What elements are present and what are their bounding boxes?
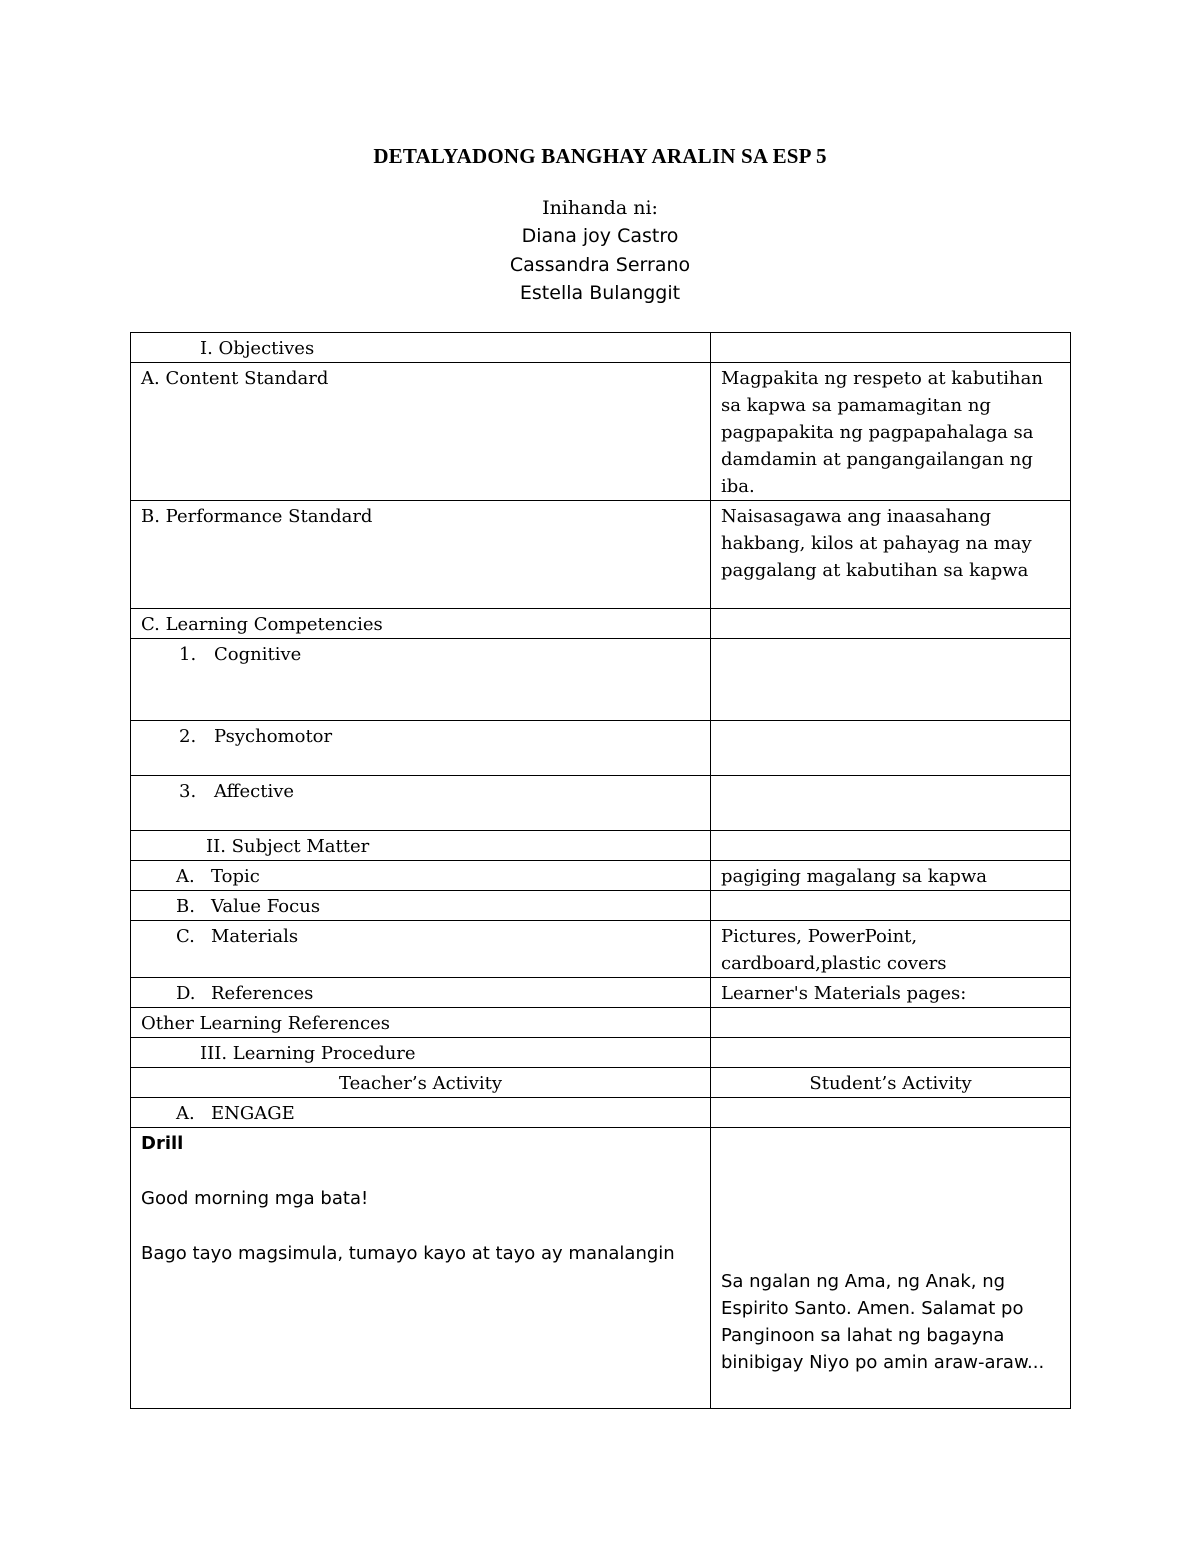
list-number: 1.	[179, 644, 197, 665]
other-references-label: Other Learning References	[131, 1008, 711, 1038]
table-row	[131, 1068, 1071, 1098]
table-row	[131, 921, 1071, 978]
value-focus-value	[711, 891, 1071, 921]
drill-greeting: Good morning mga bata!	[141, 1188, 369, 1209]
lesson-plan-table	[130, 332, 1071, 1409]
engage-label	[131, 1098, 711, 1128]
empty-cell	[711, 776, 1071, 831]
table-row	[131, 363, 1071, 501]
table-row	[131, 639, 1071, 721]
table-row	[131, 1038, 1071, 1068]
subject-item-label: References	[211, 983, 314, 1004]
list-number: A.	[176, 866, 195, 887]
content-standard-label: A. Content Standard	[131, 363, 711, 501]
performance-standard-value: Naisasagawa ang inaasahang hakbang, kilos at pahayag na may paggalang at kabutihan sa kapwa	[711, 501, 1071, 609]
drill-student-cell	[711, 1128, 1071, 1409]
subject-matter-heading: II. Subject Matter	[131, 831, 711, 861]
competency-psychomotor	[131, 721, 711, 776]
topic-value: pagiging magalang sa kapwa	[711, 861, 1071, 891]
empty-cell	[711, 1098, 1071, 1128]
references-value: Learner's Materials pages:	[711, 978, 1071, 1008]
empty-cell	[711, 609, 1071, 639]
empty-cell	[711, 721, 1071, 776]
document-title: DETALYADONG BANGHAY ARALIN SA ESP 5	[373, 144, 827, 168]
table-row	[131, 1128, 1071, 1409]
engage-text: ENGAGE	[211, 1103, 295, 1124]
table-row	[131, 609, 1071, 639]
teacher-activity-header: Teacher’s Activity	[131, 1068, 711, 1098]
content-standard-value: Magpakita ng respeto at kabutihan sa kapwa sa pamamagitan ng pagpapakita ng pagpapahalaga sa damdamin at pangangailangan ng iba.	[711, 363, 1071, 501]
empty-cell	[711, 1038, 1071, 1068]
table-row	[131, 978, 1071, 1008]
table-row	[131, 501, 1071, 609]
author-name: Estella Bulanggit	[519, 282, 681, 304]
table-row	[131, 776, 1071, 831]
student-activity-header: Student’s Activity	[711, 1068, 1071, 1098]
competency-label: Cognitive	[214, 644, 302, 665]
author-name: Cassandra Serrano	[509, 254, 691, 276]
table-row	[131, 1008, 1071, 1038]
list-number: C.	[176, 926, 195, 947]
subject-item-label: Value Focus	[211, 896, 321, 917]
competency-affective	[131, 776, 711, 831]
competency-label: Psychomotor	[214, 726, 333, 747]
learning-procedure-heading: III. Learning Procedure	[131, 1038, 711, 1068]
subject-item-label: Topic	[211, 866, 260, 887]
table-row	[131, 831, 1071, 861]
subject-item-label: Materials	[211, 926, 299, 947]
prepared-by-label: Inihanda ni:	[542, 197, 658, 219]
list-number: 3.	[179, 781, 197, 802]
author-name: Diana joy Castro	[521, 225, 679, 247]
list-number: A.	[176, 1103, 195, 1124]
list-number: D.	[176, 983, 196, 1004]
table-row	[131, 721, 1071, 776]
empty-cell	[711, 831, 1071, 861]
drill-teacher-cell	[131, 1128, 711, 1409]
competency-cognitive	[131, 639, 711, 721]
empty-cell	[711, 333, 1071, 363]
drill-student-response: Sa ngalan ng Ama, ng Anak, ng Espirito Santo. Amen. Salamat po Panginoon sa lahat ng bagayna binibigay Niyo po amin araw-araw...	[721, 1271, 1045, 1373]
performance-standard-label: B. Performance Standard	[131, 501, 711, 609]
competency-label: Affective	[214, 781, 295, 802]
subject-item-topic	[131, 861, 711, 891]
objectives-heading: I. Objectives	[131, 333, 711, 363]
table-row	[131, 1098, 1071, 1128]
list-number: B.	[176, 896, 195, 917]
empty-cell	[711, 1008, 1071, 1038]
empty-cell	[711, 639, 1071, 721]
list-number: 2.	[179, 726, 197, 747]
drill-instruction: Bago tayo magsimula, tumayo kayo at tayo ay manalangin	[141, 1243, 675, 1264]
materials-value: Pictures, PowerPoint, cardboard,plastic covers	[711, 921, 1071, 978]
subject-item-references	[131, 978, 711, 1008]
table-row	[131, 861, 1071, 891]
subject-item-value-focus	[131, 891, 711, 921]
drill-heading: Drill	[141, 1133, 184, 1154]
table-row	[131, 333, 1071, 363]
subject-item-materials	[131, 921, 711, 978]
table-row	[131, 891, 1071, 921]
learning-competencies-label: C. Learning Competencies	[131, 609, 711, 639]
